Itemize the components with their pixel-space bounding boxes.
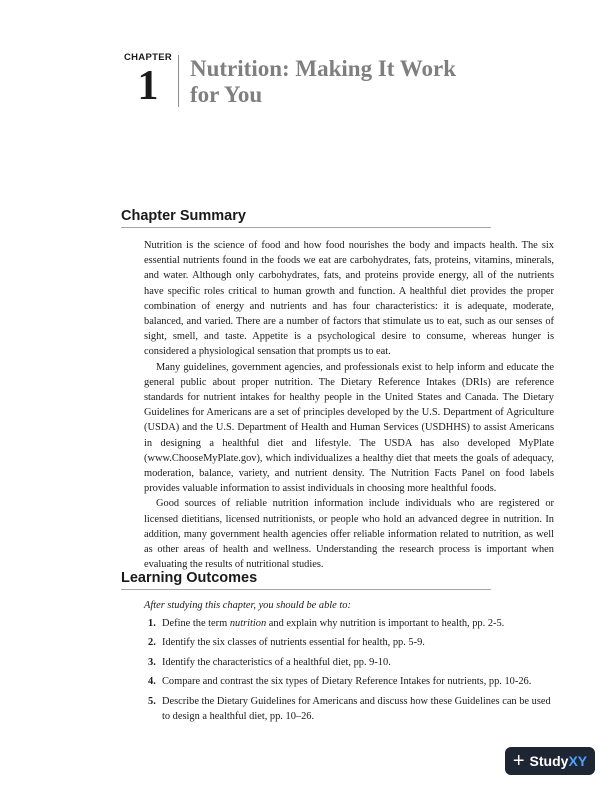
summary-paragraph: Good sources of reliable nutrition information include individuals who are registered or licensed dietitians, licensed nutritionists, or people who hold an advanced degree in nutrition. In addition, many government health agencies offer reliable information related to nutrition, as well as other areas of health and wellness. Understanding the research process is important when evaluating the results of nutritional studies.: [144, 498, 554, 571]
outcome-number: 4.: [148, 676, 156, 688]
outcome-text: Define the term: [162, 618, 230, 629]
chapter-title-line-1: Nutrition: Making It Work: [190, 56, 457, 81]
outcome-text: Compare and contrast the six types of Dietary Reference Intakes for nutrients, pp. 10-26.: [162, 676, 532, 688]
list-item: [148, 694, 558, 724]
badge-text: Study: [529, 753, 569, 769]
chapter-number: 1: [137, 63, 159, 109]
outcome-text: Identify the six classes of nutrients essential for health, pp. 5-9.: [162, 637, 425, 649]
summary-paragraph: Nutrition is the science of food and how food nourishes the body and impacts health. The six essential nutrients found in the foods we eat are carbohydrates, fats, proteins, vitamins, minerals, and water. Although only carbohydrates, fats, and proteins provide energy, all of the nutrients have specific roles critical to human growth and function. A healthful diet provides the proper combination of energy and nutrients and has four characteristics: it is adequate, moderate, balanced, and varied. There are a number of factors that stimulate us to eat, such as our senses of sight, smell, and taste. Appetite is a psychological desire to consume, whereas hunger is considered a physiological sensation that prompts us to eat.: [144, 240, 554, 358]
chapter-label: CHAPTER: [123, 52, 173, 63]
list-item: [148, 616, 558, 631]
chapter-summary-body: [144, 238, 554, 572]
outcome-text: Identify the characteristics of a healthful diet, pp. 9-10.: [162, 656, 391, 668]
list-item: [148, 655, 558, 670]
list-item: [148, 674, 558, 689]
chapter-divider: [178, 55, 179, 107]
badge-text-accent: XY: [568, 753, 588, 769]
list-item: [148, 635, 558, 650]
plus-icon: +: [512, 750, 525, 772]
chapter-title-line-2: for You: [190, 82, 263, 107]
learning-outcomes-heading: Learning Outcomes: [121, 570, 491, 590]
outcome-number: 1.: [148, 618, 156, 629]
outcome-text: and explain why nutrition is important to health, pp. 2-5.: [266, 618, 505, 629]
outcome-text: Describe the Dietary Guidelines for Americans and discuss how these Guidelines can be used to design a healthful diet, pp. 10–26.: [162, 695, 551, 722]
learning-outcomes-list: [148, 616, 558, 728]
learning-outcomes-intro: After studying this chapter, you should be able to:: [144, 600, 351, 611]
outcome-number: 2.: [148, 637, 156, 649]
outcome-number: 3.: [148, 656, 156, 668]
studyxy-badge[interactable]: [505, 747, 595, 775]
outcome-emphasis: nutrition: [229, 618, 267, 629]
summary-paragraph: Many guidelines, government agencies, and professionals exist to help inform and educate the general public about proper nutrition. The Dietary Reference Intakes (DRIs) are reference standards for nutrient intakes for healthy people in the United States and Canada. The Dietary Guidelines for Americans are a set of principles developed by the U.S. Department of Agriculture (USDA) and the U.S. Department of Health and Human Services (USDHHS) to assist Americans in designing a healthful diet and lifestyle. The USDA has also developed MyPlate (www.ChooseMyPlate.gov), which individualizes a healthy diet that meets the goals of adequacy, moderation, balance, variety, and nutrient density. The Nutrition Facts Panel on food labels provides valuable information to assist individuals in choosing more healthful foods.: [144, 361, 554, 495]
chapter-title: [190, 56, 520, 108]
outcome-number: 5.: [148, 695, 156, 707]
chapter-summary-heading: Chapter Summary: [121, 208, 491, 228]
